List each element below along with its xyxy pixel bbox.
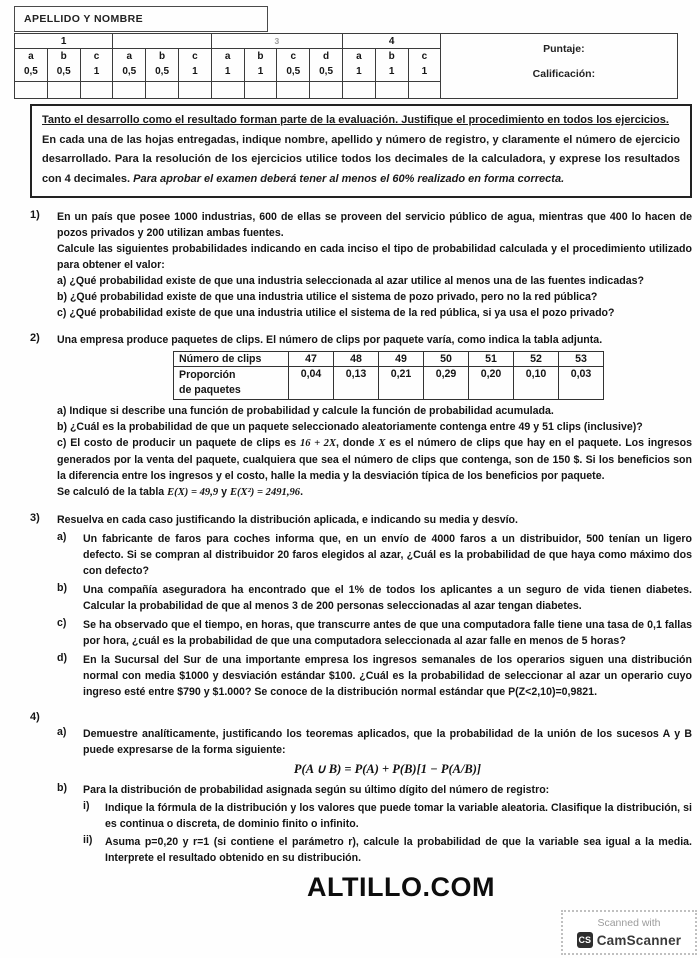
item-letter: c — [192, 51, 198, 62]
score-cell — [178, 49, 211, 82]
exercise-1 — [30, 209, 692, 321]
item-points: 1 — [388, 66, 395, 77]
calc-text: Se calculó de la tabla — [57, 486, 168, 498]
instructions-emphasis: Para aprobar el examen deberá tener al menos el 60% realizado en forma correcta. — [133, 172, 565, 185]
score-entry-cell — [80, 82, 113, 99]
clips-count-value: 49 — [379, 352, 424, 367]
exercise-3-item-b — [57, 582, 692, 614]
score-cell — [310, 49, 343, 82]
camscanner-brand-row — [569, 932, 689, 948]
clips-count-value: 53 — [559, 352, 604, 367]
exercise-1-item-b: b) ¿Qué probabilidad existe de que una industria utilice el sistema de pozo privado, pero no la red pública? — [57, 291, 598, 303]
instructions-body — [42, 131, 680, 190]
exercise-2-item-c — [57, 435, 692, 484]
score-entry-cell — [277, 82, 310, 99]
item-text: En la Sucursal del Sur de una importante empresa los ingresos semanales de los operarios siguen una distribución normal con media $1000 y desviación estándar $100. ¿Cuál es la probabilidad de seleccionar al azar un operario cuyo ingreso esté entre $790 y $1.000? Se conoce de la distribución normal estándar que P(Z<2,10)=0,9821. — [83, 654, 692, 698]
instructions-text: En cada una de las hojas entregadas, indique nombre, apellido y número de registro, y claramente el número de ejercicio desarrollado. Para la resolución de los ejercicios utilice todos los decimales de la calculadora, y exprese los resultados con 4 decimales. — [42, 133, 680, 185]
clips-proportion-label — [174, 367, 289, 400]
camscanner-badge — [561, 910, 697, 955]
score-cell — [244, 49, 277, 82]
clips-proportion-value: 0,10 — [514, 367, 559, 400]
clips-proportion-value: 0,13 — [334, 367, 379, 400]
exercise-2-expected-values — [57, 484, 692, 501]
union-probability-formula: P(A ∪ B) = P(A) + P(B)[1 − P(A/B)] — [293, 762, 482, 776]
exercise-4-item-b — [57, 782, 692, 866]
exercise-2-number: 2) — [30, 332, 40, 344]
calificacion-label: Calificación: — [532, 68, 596, 80]
score-entry-cell — [113, 82, 146, 99]
score-side-cell — [441, 34, 678, 99]
clips-count-value: 51 — [469, 352, 514, 367]
score-entry-cell — [375, 82, 408, 99]
item-text: Asuma p=0,20 y r=1 (si contiene el parámetro r), calcule la probabilidad de que la variable sea igual a la media. Interprete el resultado obtenido en su distribución. — [105, 836, 692, 864]
puntaje-label: Puntaje: — [543, 43, 585, 55]
score-cell — [146, 49, 179, 82]
item-points: 1 — [356, 66, 362, 77]
score-cell — [113, 49, 146, 82]
item-letter: a) — [57, 726, 67, 738]
score-cell — [80, 49, 113, 82]
group-2-header — [113, 34, 211, 49]
item-text: Un fabricante de faros para coches informa que, en un envío de 4000 faros a un distribuidor, 500 tenían un ligero defecto. Si se compran al distribuidor 20 faros elegidos al azar, ¿Cuál es la probabilidad de que haya como máximo dos con defecto? — [83, 533, 692, 577]
item-letter: i) — [83, 800, 90, 812]
exercise-2-item-b: b) ¿Cuál es la probabilidad de que un paquete seleccionado aleatoriamente contenga entre 49 y 51 clips (inclusive)? — [57, 421, 643, 433]
score-entry-cell — [47, 82, 80, 99]
item-c-text: , donde — [336, 437, 379, 449]
clips-count-row — [174, 352, 604, 367]
exercise-4 — [30, 711, 692, 723]
group-4-header: 4 — [342, 34, 440, 49]
score-cell — [408, 49, 441, 82]
exercise-4-items — [57, 726, 692, 866]
item-text: Indique la fórmula de la distribución y los valores que puede tomar la variable aleatoria. Clasifique la distribución, si es continua o discreta, de dominio finito o infinito. — [105, 802, 692, 830]
item-letter: a — [356, 51, 362, 62]
exercise-1-number: 1) — [30, 209, 40, 221]
score-entry-cell — [15, 82, 48, 99]
item-letter: b — [159, 51, 166, 62]
item-letter: b — [60, 51, 67, 62]
score-cell — [47, 49, 80, 82]
expected-value-x: E(X) = 49,9 — [167, 487, 219, 498]
item-letter: c — [421, 51, 428, 62]
clips-proportion-label-line2: de paquetes — [179, 384, 241, 396]
grading-table — [14, 33, 678, 99]
score-entry-cell — [178, 82, 211, 99]
clips-count-value: 47 — [289, 352, 334, 367]
item-letter: c — [290, 51, 297, 62]
score-cell — [211, 49, 244, 82]
clips-proportion-value: 0,21 — [379, 367, 424, 400]
exercise-2-body — [57, 332, 692, 501]
item-points: 0,5 — [23, 66, 38, 77]
item-text: Se ha observado que el tiempo, en horas, que transcurre antes de que una computadora falle tiene una tasa de 0,1 fallas por hora, ¿cuál es la probabilidad de que una computadora seleccionada al azar falle en menos de 5 horas? — [83, 619, 692, 647]
exercise-3-intro: Resuelva en cada caso justificando la distribución aplicada, e indicando su media y desvío. — [57, 514, 518, 526]
clips-proportion-value: 0,04 — [289, 367, 334, 400]
exercise-3 — [30, 512, 692, 700]
clips-proportion-value: 0,03 — [559, 367, 604, 400]
exercise-1-intro2: Calcule las siguientes probabilidades indicando en cada inciso el tipo de probabilidad calculada y el procedimiento utilizado para obtener el valor: — [57, 243, 692, 271]
altillo-watermark: ALTILLO.COM — [307, 872, 495, 902]
exercise-4-item-a — [57, 726, 692, 779]
item-c-text: es el número de clips que hay en el paquete. Los ingresos generados por la venta del paquete, cualquiera que sea el número de clips que contenga, son de 150 $. Si los beneficios son la diferencia entre los ingresos y el costo, halle la media y la desviación típica de los beneficios por paquete. — [57, 437, 693, 482]
item-text: Una compañía aseguradora ha encontrado que el 1% de todos los aplicantes a un seguro de vida tienen diabetes. Calcular la probabilidad de que al menos 3 de 200 personas seleccionadas al azar tengan diabetes. — [83, 584, 692, 612]
group-3-header: 3 — [211, 34, 342, 49]
item-points: 1 — [421, 66, 428, 77]
calc-text: . — [300, 486, 304, 498]
item-letter: a — [126, 51, 133, 62]
item-b-text: Para la distribución de probabilidad asignada según su último dígito del número de registro: — [83, 784, 550, 796]
item-points: 1 — [93, 66, 100, 77]
item-a-content — [83, 726, 692, 779]
item-letter: b — [388, 51, 395, 62]
item-points: 0,5 — [155, 66, 170, 77]
clips-count-value: 52 — [514, 352, 559, 367]
item-letter: a — [28, 51, 34, 62]
score-entry-cell — [342, 82, 375, 99]
clips-proportion-value: 0,29 — [424, 367, 469, 400]
exercise-2 — [30, 332, 692, 501]
score-cell — [277, 49, 310, 82]
instructions-underlined-line: Tanto el desarrollo como el resultado forman parte de la evaluación. Justifique el procedimiento en todos los ejercicios. — [42, 114, 669, 126]
cost-formula: 16 + 2X — [299, 438, 337, 449]
item-points: 0,5 — [56, 66, 71, 77]
score-cell — [342, 49, 375, 82]
variable-x: X — [378, 438, 386, 449]
exercise-2-intro: Una empresa produce paquetes de clips. El número de clips por paquete varía, como indica la tabla adjunta. — [57, 334, 603, 346]
item-letter: b) — [57, 782, 67, 794]
group-1-header: 1 — [15, 34, 113, 49]
camscanner-brand-name: CamScanner — [596, 932, 682, 948]
clips-proportion-label-line1: Proporción — [179, 369, 236, 381]
item-letter: c — [93, 51, 100, 62]
exercise-3-body — [57, 512, 692, 700]
exercise-4-item-b-i — [83, 800, 692, 832]
clips-distribution-table — [173, 351, 604, 400]
exercise-3-item-d — [57, 652, 692, 700]
exercise-1-item-a: a) ¿Qué probabilidad existe de que una industria seleccionada al azar utilice al menos una de las fuentes indicadas? — [57, 275, 644, 287]
item-b-content — [83, 782, 692, 866]
item-points: 0,5 — [319, 66, 334, 77]
exercise-3-item-a — [57, 531, 692, 579]
name-field-box — [14, 6, 268, 32]
exercise-1-intro: En un país que posee 1000 industrias, 600 de ellas se proveen del servicio público de agua, mientras que 400 lo hacen de pozos privados y 200 utilizan ambas fuentes. — [57, 211, 692, 239]
clips-proportion-row — [174, 367, 604, 400]
exercise-3-number: 3) — [30, 512, 40, 524]
item-points: 0,5 — [286, 66, 301, 77]
scanned-with-label: Scanned with — [597, 917, 661, 929]
expected-value-x-squared: E(X²) = 2491,96 — [229, 487, 301, 498]
item-a-text: Demuestre analíticamente, justificando los teoremas aplicados, que la probabilidad de la unión de los sucesos A y B puede expresarse de la forma siguiente: — [83, 728, 692, 756]
item-points: 1 — [224, 66, 231, 77]
item-letter: ii) — [83, 834, 93, 846]
exercise-4-number: 4) — [30, 711, 40, 723]
item-letter: d) — [57, 652, 67, 664]
exercise-2-item-a: a) Indique si describe una función de probabilidad y calcule la función de probabilidad acumulada. — [57, 405, 554, 417]
exercise-3-item-c — [57, 617, 692, 649]
score-cell — [15, 49, 48, 82]
calc-text: y — [218, 486, 230, 498]
item-points: 1 — [257, 66, 264, 77]
item-c-text: c) El costo de producir un paquete de clips es — [57, 437, 300, 449]
item-letter: b) — [57, 582, 67, 594]
score-entry-cell — [146, 82, 179, 99]
exercise-4-body — [57, 711, 692, 723]
item-points: 1 — [192, 66, 198, 77]
item-letter: b — [257, 51, 264, 62]
exercise-1-body — [57, 209, 692, 321]
exercise-1-item-c: c) ¿Qué probabilidad existe de que una industria utilice el sistema de la red pública, si ya usa el pozo privado? — [57, 307, 615, 319]
score-cell — [375, 49, 408, 82]
score-entry-cell — [244, 82, 277, 99]
score-entry-cell — [211, 82, 244, 99]
score-entry-cell — [408, 82, 441, 99]
clips-proportion-value: 0,20 — [469, 367, 514, 400]
score-entry-cell — [310, 82, 343, 99]
clips-count-value: 50 — [424, 352, 469, 367]
exercise-group-header-row — [15, 34, 678, 49]
instructions-box — [30, 104, 692, 198]
item-letter: a) — [57, 531, 67, 543]
camscanner-logo-icon: CS — [577, 932, 593, 948]
clips-count-value: 48 — [334, 352, 379, 367]
name-label: APELLIDO Y NOMBRE — [24, 13, 144, 25]
item-points: 0,5 — [122, 66, 137, 77]
exercise-4-item-b-ii — [83, 834, 692, 866]
exam-body — [30, 104, 692, 903]
item-letter: c) — [57, 617, 67, 629]
item-letter: d — [323, 51, 330, 62]
clips-count-label: Número de clips — [174, 352, 289, 367]
item-letter: a — [224, 51, 231, 62]
